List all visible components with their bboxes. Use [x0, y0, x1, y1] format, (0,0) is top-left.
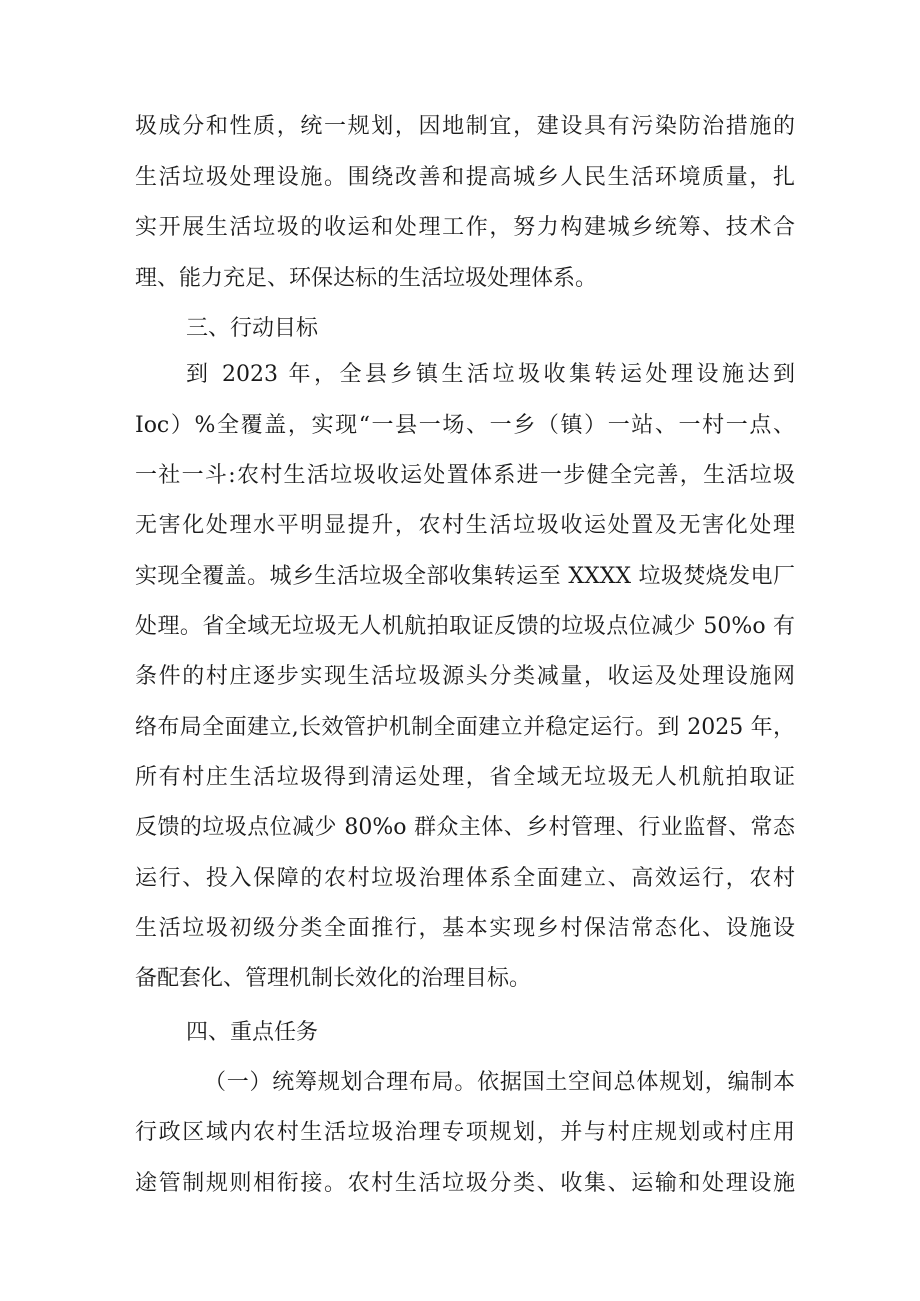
paragraph-line: 实现全覆盖。城乡生活垃圾全部收集转运至 XXXX 垃圾焚烧发电厂: [135, 564, 795, 589]
paragraph-line: （一）统筹规划合理布局。依据国土空间总体规划，编制本: [204, 1070, 795, 1095]
paragraph-line: 条件的村庄逐步实现生活垃圾源头分类减量，收运及处理设施网: [135, 664, 795, 689]
paragraph-line: 生活垃圾初级分类全面推行，基本实现乡村保洁常态化、设施设: [135, 916, 795, 941]
paragraph-line: 运行、投入保障的农村垃圾治理体系全面建立、高效运行，农村: [135, 866, 795, 891]
paragraph-line: 处理。省全域无垃圾无人机航拍取证反馈的垃圾点位减少 50%o 有: [135, 614, 795, 639]
paragraph-line: 反馈的垃圾点位减少 80%o 群众主体、乡村管理、行业监督、常态: [135, 815, 795, 840]
section-heading: 三、行动目标: [186, 316, 319, 341]
section-heading: 四、重点任务: [186, 1020, 319, 1045]
paragraph-line: 实开展生活垃圾的收运和处理工作，努力构建城乡统筹、技术合: [135, 215, 795, 240]
paragraph-line: 生活垃圾处理设施。围绕改善和提高城乡人民生活环境质量，扎: [135, 165, 795, 190]
paragraph-line: 理、能力充足、环保达标的生活垃圾处理体系。: [135, 266, 598, 291]
paragraph-line: 到 2023 年，全县乡镇生活垃圾收集转运处理设施达到: [186, 362, 795, 387]
paragraph-line: 所有村庄生活垃圾得到清运处理，省全域无垃圾无人机航拍取证: [135, 765, 795, 790]
paragraph-line: 行政区域内农村生活垃圾治理专项规划，并与村庄规划或村庄用: [135, 1120, 795, 1145]
paragraph-line: 圾成分和性质，统一规划，因地制宜，建设具有污染防治措施的: [135, 114, 795, 139]
paragraph-line: 一社一斗:农村生活垃圾收运处置体系进一步健全完善，生活垃圾: [135, 463, 795, 488]
paragraph-line: Ioc）%全覆盖，实现“一县一场、一乡（镇）一站、一村一点、: [135, 413, 795, 438]
paragraph-line: 途管制规则相衔接。农村生活垃圾分类、收集、运输和处理设施: [135, 1171, 795, 1196]
paragraph-line: 无害化处理水平明显提升，农村生活垃圾收运处置及无害化处理: [135, 513, 795, 538]
paragraph-line: 备配套化、管理机制长效化的治理目标。: [135, 966, 532, 991]
paragraph-line: 络布局全面建立,长效管护机制全面建立并稳定运行。到 2025 年，: [135, 715, 795, 740]
